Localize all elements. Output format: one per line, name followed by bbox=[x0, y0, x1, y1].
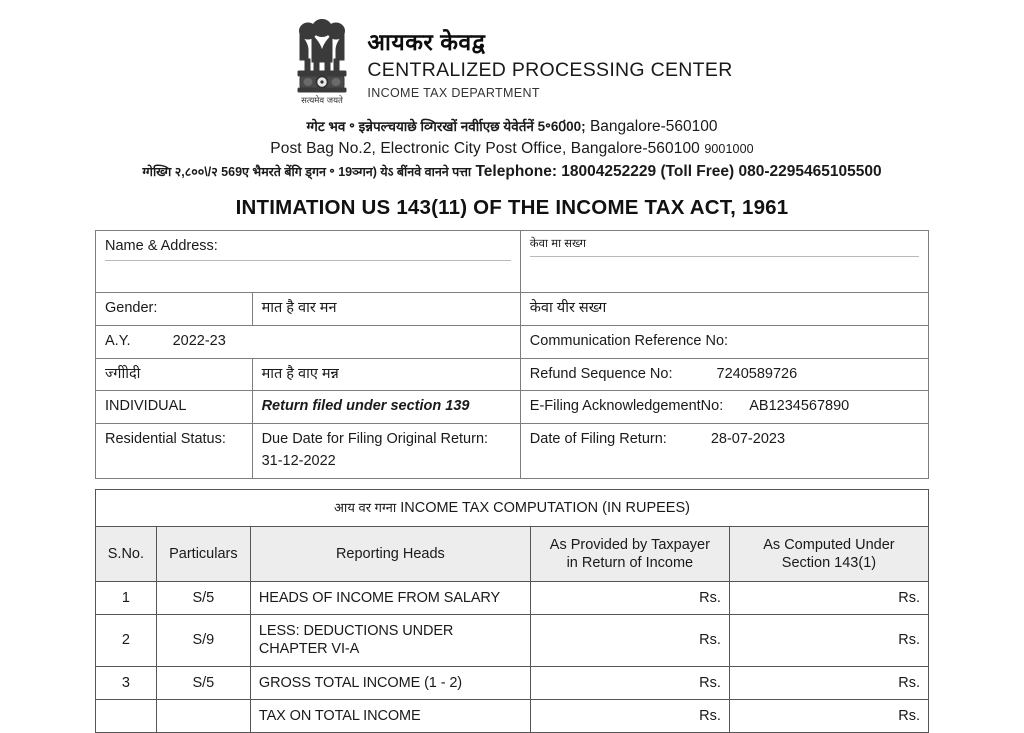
computation-column-header-row bbox=[96, 526, 929, 581]
postal-address: Post Bag No.2, Electronic City Post Office, Bangalore-560100 bbox=[270, 140, 700, 158]
table-row-gender bbox=[96, 293, 929, 326]
column-header-taxpayer-line2: in Return of Income bbox=[566, 555, 694, 572]
page-title: INTIMATION US 143(11) OF THE INCOME TAX ACT, 1961 bbox=[235, 196, 789, 220]
computation-banner-cell bbox=[96, 489, 929, 526]
column-header-reporting-heads: Reporting Heads bbox=[250, 526, 530, 581]
column-header-taxpayer-line1: As Provided by Taxpayer bbox=[549, 536, 710, 553]
column-header-computed-line1: As Computed Under bbox=[763, 536, 895, 553]
due-date-label: Due Date for Filing Original Return: bbox=[261, 430, 489, 447]
row-sno: 1 bbox=[96, 582, 157, 615]
income-tax-computation-table bbox=[95, 489, 929, 733]
gender-hindi-right-cell: केवा यीर सख्ग bbox=[520, 293, 928, 326]
address-line-3 bbox=[0, 161, 1024, 183]
address-block bbox=[0, 116, 1024, 183]
table-row-name-address bbox=[96, 231, 929, 293]
table-row bbox=[96, 582, 929, 615]
table-row-refund-sequence bbox=[96, 358, 929, 391]
name-address-cell[interactable] bbox=[96, 231, 521, 293]
table-row bbox=[96, 615, 929, 666]
row-sno bbox=[96, 699, 157, 732]
date-of-filing-cell bbox=[520, 423, 928, 478]
due-date-cell bbox=[252, 423, 520, 478]
address-line-1 bbox=[0, 116, 1024, 138]
gender-label-cell: Gender: bbox=[96, 293, 253, 326]
address-line-3-hindi: ग्गेख्गि २,८००\/२ 569ए भैमरते बेंगि ड्गन ॰ 19ञ्गन) येऽ बींनवे वानने पत्ता bbox=[142, 164, 472, 179]
assessment-year-label: A.Y. bbox=[105, 332, 131, 349]
row-reporting-head: GROSS TOTAL INCOME (1 - 2) bbox=[250, 666, 530, 699]
department-name: INCOME TAX DEPARTMENT bbox=[367, 85, 540, 100]
row-computed-value[interactable]: Rs. bbox=[729, 615, 928, 666]
header-text-block bbox=[367, 18, 732, 100]
emblem-motto: सत्यमेव जयते bbox=[301, 96, 344, 106]
row-computed-value[interactable]: Rs. bbox=[729, 582, 928, 615]
address-line-1-city: Bangalore-560100 bbox=[589, 118, 718, 135]
row-provided-value[interactable]: Rs. bbox=[530, 699, 729, 732]
efiling-acknowledgement-cell bbox=[520, 391, 928, 424]
residential-status-cell bbox=[96, 423, 253, 478]
row-particulars bbox=[156, 699, 250, 732]
column-header-as-computed-under-143 bbox=[729, 526, 928, 581]
refund-sequence-label: Refund Sequence No: bbox=[529, 365, 673, 382]
refund-sequence-cell bbox=[520, 358, 928, 391]
communication-reference-label: Communication Reference No: bbox=[529, 332, 729, 349]
column-header-as-provided-by-taxpayer bbox=[530, 526, 729, 581]
address-line-1-hindi: ग्गेट भव ॰ इन्नेपल्चयाछे व्गिरखों नर्वीाएछ येवेर्तनें 5॰60ं00; bbox=[306, 119, 586, 134]
row-particulars: S/9 bbox=[156, 615, 250, 666]
row-particulars: S/5 bbox=[156, 582, 250, 615]
name-address-label: Name & Address: bbox=[105, 237, 511, 261]
table-row-assessment-year bbox=[96, 325, 929, 358]
date-of-filing-value: 28-07-2023 bbox=[710, 430, 786, 447]
residential-status-label: Residential Status: bbox=[105, 430, 226, 447]
row-provided-value[interactable]: Rs. bbox=[530, 666, 729, 699]
row-reporting-head: HEADS OF INCOME FROM SALARY bbox=[250, 582, 530, 615]
row-particulars: S/5 bbox=[156, 666, 250, 699]
row-reporting-head: LESS: DEDUCTIONS UNDER CHAPTER VI-A bbox=[250, 615, 530, 666]
address-line-2 bbox=[0, 138, 1024, 160]
name-address-hindi-label: केवा मा सख्ग bbox=[530, 237, 919, 257]
table-row-residential-status bbox=[96, 423, 929, 478]
computation-banner-english: INCOME TAX COMPUTATION (IN RUPEES) bbox=[400, 499, 690, 516]
column-header-particulars: Particulars bbox=[156, 526, 250, 581]
document-header bbox=[0, 0, 1024, 110]
individual-label-cell: INDIVIDUAL bbox=[96, 391, 253, 424]
name-address-hindi-cell[interactable] bbox=[520, 231, 928, 293]
row-reporting-head: TAX ON TOTAL INCOME bbox=[250, 699, 530, 732]
row-provided-value[interactable]: Rs. bbox=[530, 582, 729, 615]
due-date-value: 31-12-2022 bbox=[261, 453, 336, 470]
table-row bbox=[96, 699, 929, 732]
column-header-sno: S.No. bbox=[96, 526, 157, 581]
computation-banner-hindi: आय वर गग्ना bbox=[334, 499, 397, 515]
row-computed-value[interactable]: Rs. bbox=[729, 666, 928, 699]
communication-reference-cell bbox=[520, 325, 928, 358]
efiling-acknowledgement-value: AB1234567890 bbox=[749, 398, 850, 415]
table-row-individual bbox=[96, 391, 929, 424]
org-name-hindi: आयकर केवद्व bbox=[367, 29, 486, 55]
row-computed-value[interactable]: Rs. bbox=[729, 699, 928, 732]
status-hindi-left-cell: ज्गीाेदी bbox=[96, 358, 253, 391]
assessment-year-value: 2022-23 bbox=[172, 332, 226, 349]
efiling-acknowledgement-label: E-Filing AcknowledgementNo: bbox=[529, 398, 724, 415]
row-sno: 3 bbox=[96, 666, 157, 699]
document-body bbox=[95, 230, 929, 732]
column-header-computed-line2: Section 143(1) bbox=[781, 555, 877, 572]
ashoka-emblem-icon bbox=[291, 18, 353, 110]
refund-sequence-value: 7240589726 bbox=[716, 365, 798, 382]
gender-hindi-mid-cell: मात है वार मन bbox=[252, 293, 520, 326]
taxpayer-info-table bbox=[95, 230, 929, 478]
org-name-english: CENTRALIZED PROCESSING CENTER bbox=[367, 59, 733, 82]
computation-banner-row bbox=[96, 489, 929, 526]
row-provided-value[interactable]: Rs. bbox=[530, 615, 729, 666]
date-of-filing-label: Date of Filing Return: bbox=[529, 430, 667, 447]
assessment-year-cell bbox=[96, 325, 521, 358]
row-sno: 2 bbox=[96, 615, 157, 666]
postal-pin: 9001000 bbox=[704, 142, 754, 157]
telephone-line: Telephone: 18004252229 (Toll Free) 080-2295465105500 bbox=[475, 162, 882, 180]
status-hindi-mid-cell: मात है वाए मन्न bbox=[252, 358, 520, 391]
return-filed-section-cell: Return filed under section 139 bbox=[252, 391, 520, 424]
